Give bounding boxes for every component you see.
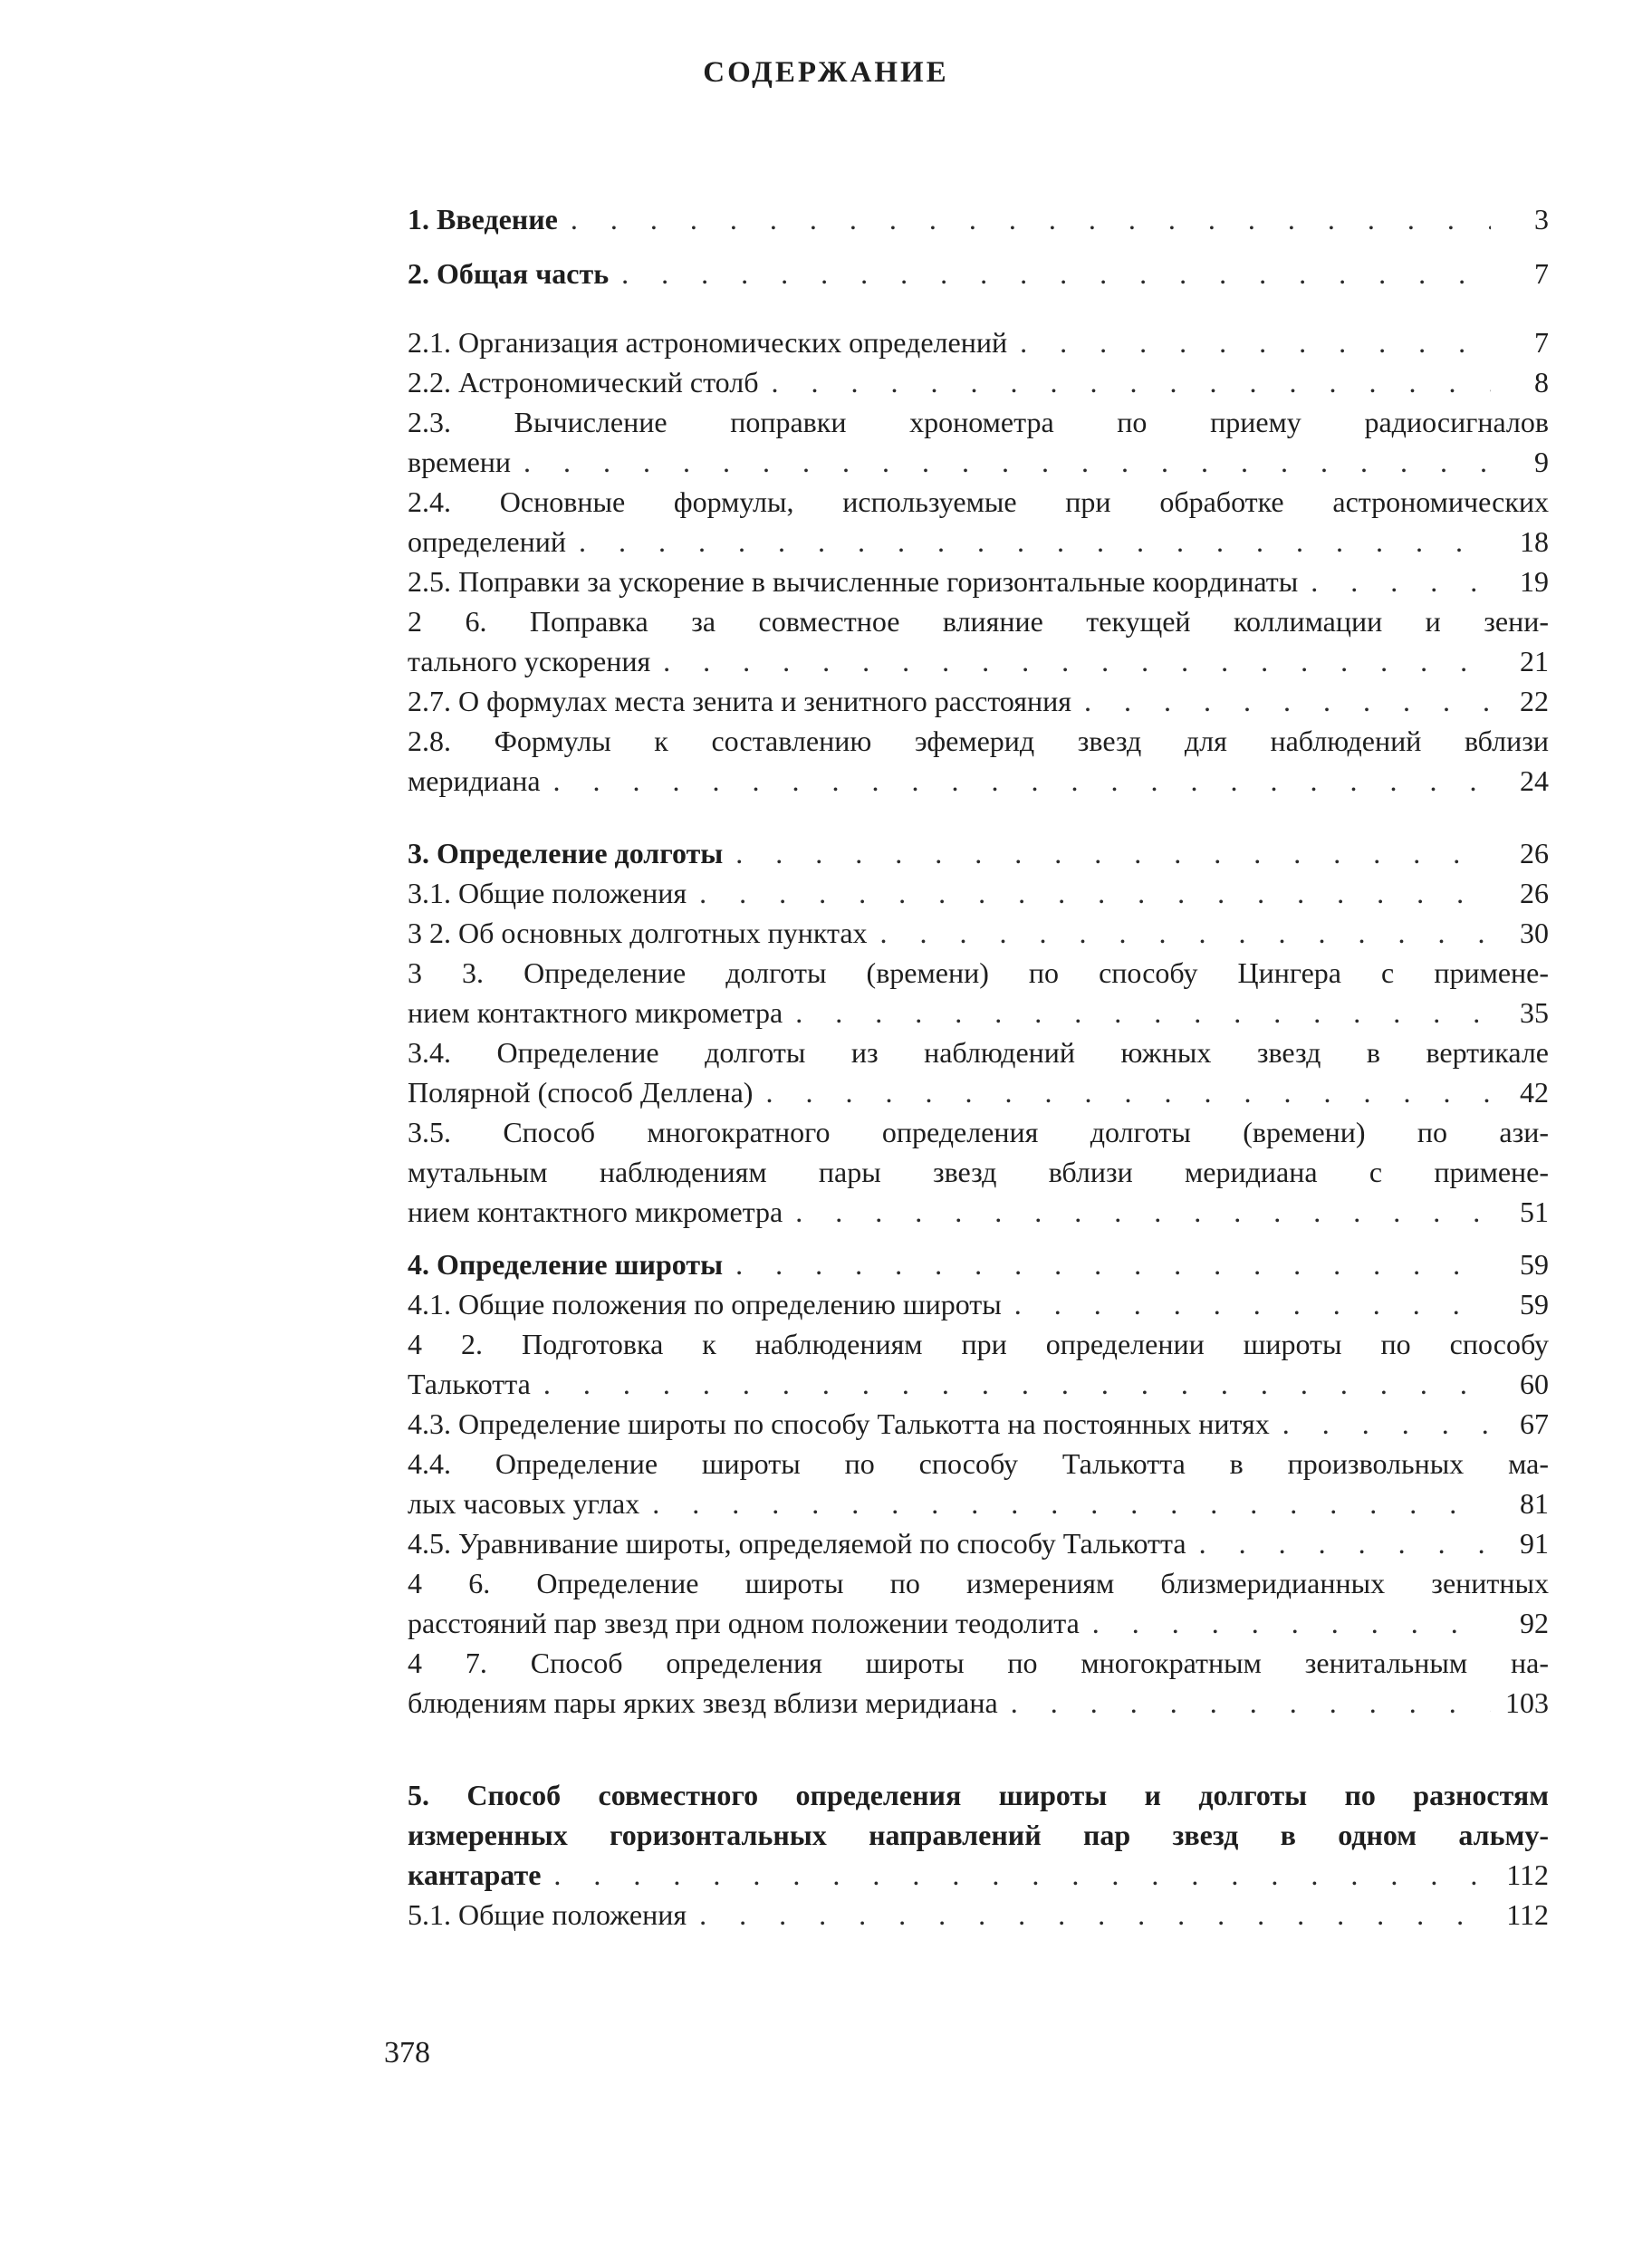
toc-entry-page: 19 [1520, 565, 1549, 598]
toc-entry-title: тального ускорения [408, 645, 651, 677]
toc-entry-title: блюдениям пары ярких звезд вблизи меридиана [408, 1686, 998, 1719]
dot-leader [699, 1895, 1491, 1935]
toc-entry-title: 2.2. Астрономический столб [408, 366, 759, 399]
dot-leader [735, 1244, 1491, 1284]
dot-leader [571, 199, 1491, 239]
page-title: СОДЕРЖАНИЕ [703, 56, 949, 89]
dot-leader [523, 442, 1491, 482]
toc-entry-line: измеренных горизонтальных направлений пар звезд в одном альму- [408, 1819, 1549, 1851]
toc-entry [408, 681, 1549, 721]
toc-entry-title: 2.7. О формулах места зенита и зенитного расстояния [408, 685, 1071, 717]
toc-entry-line: 4.4. Определение широты по способу Талькотта в произвольных ма- [408, 1447, 1549, 1480]
toc-entry [408, 1324, 1549, 1404]
toc-entry-page: 81 [1520, 1487, 1549, 1520]
toc-entry-title: 3. Определение долготы [408, 837, 724, 869]
toc-entry-page: 103 [1505, 1686, 1549, 1719]
toc-entry [408, 1895, 1549, 1935]
dot-leader [543, 1364, 1491, 1404]
toc-entry [408, 562, 1549, 601]
toc-entry-title: 4.3. Определение широты по способу Талькотта на постоянных нитях [408, 1407, 1270, 1440]
toc-entry [408, 833, 1549, 873]
toc-entry-title: 4.5. Уравнивание широты, определяемой по способу Талькотта [408, 1527, 1186, 1560]
toc-entry-page: 18 [1520, 525, 1549, 558]
toc-entry [408, 1643, 1549, 1723]
toc-entry [408, 913, 1549, 953]
toc-entry [408, 1032, 1549, 1112]
toc-entry-title: 3.1. Общие положения [408, 877, 687, 909]
toc-entry [408, 1523, 1549, 1563]
toc-entry-line: 3 3. Определение долготы (времени) по способу Цингера с примене- [408, 956, 1549, 989]
toc-entry-page: 35 [1520, 996, 1549, 1029]
toc-entry-line: 4 2. Подготовка к наблюдениям при определении широты по способу [408, 1328, 1549, 1360]
toc-entry-page: 24 [1520, 764, 1549, 797]
toc-entry-page: 112 [1506, 1858, 1549, 1891]
dot-leader [795, 993, 1491, 1032]
dot-leader [1311, 562, 1491, 601]
toc-entry [408, 953, 1549, 1032]
dot-leader [1020, 322, 1491, 362]
toc-entry-line: 2.3. Вычисление поправки хронометра по приему радиосигналов [408, 406, 1549, 438]
toc-entry-title: нием контактного микрометра [408, 996, 783, 1029]
toc-entry-title: лых часовых углах [408, 1487, 640, 1520]
toc-entry [408, 1775, 1549, 1895]
dot-leader [1199, 1523, 1491, 1563]
toc-entry-title: 2.1. Организация астрономических определений [408, 326, 1008, 359]
dot-leader [771, 362, 1491, 402]
toc-entry-page: 9 [1534, 446, 1549, 478]
toc-entry-line: 5. Способ совместного определения широты и долготы по разностям [408, 1779, 1549, 1811]
toc-entry [408, 1404, 1549, 1444]
toc-entry-page: 112 [1506, 1898, 1549, 1931]
toc-entry-title: определений [408, 525, 566, 558]
toc-entry-page: 59 [1520, 1248, 1549, 1281]
toc-entry-page: 7 [1534, 326, 1549, 359]
toc-entry-page: 42 [1520, 1076, 1549, 1109]
toc-entry-line: 2.4. Основные формулы, используемые при обработке астрономических [408, 485, 1549, 518]
toc-entry-title: меридиана [408, 764, 541, 797]
toc-entry-page: 59 [1520, 1288, 1549, 1320]
toc-entry-title: Полярной (способ Деллена) [408, 1076, 754, 1109]
toc-entry-title: расстояний пар звезд при одном положении теодолита [408, 1607, 1080, 1639]
toc-entry-title: 3 2. Об основных долготных пунктах [408, 917, 868, 949]
toc-entry [408, 1563, 1549, 1643]
dot-leader [1092, 1603, 1491, 1643]
toc-entry-page: 92 [1520, 1607, 1549, 1639]
toc-entry-page: 26 [1520, 877, 1549, 909]
toc-entry [408, 601, 1549, 681]
toc-entry [408, 1244, 1549, 1284]
toc-entry-line: 4 6. Определение широты по измерениям близмеридианных зенитных [408, 1567, 1549, 1599]
toc-entry-line: 2 6. Поправка за совместное влияние текущей коллимации и зени- [408, 605, 1549, 638]
dot-leader [735, 833, 1491, 873]
page-number: 378 [384, 2036, 430, 2069]
dot-leader [1084, 681, 1491, 721]
toc-entry [408, 402, 1549, 482]
toc-entry [408, 482, 1549, 562]
toc-entry-page: 22 [1520, 685, 1549, 717]
toc-entry-line: 3.4. Определение долготы из наблюдений южных звезд в вертикале [408, 1036, 1549, 1069]
toc-entry [408, 199, 1549, 239]
toc-entry-page: 67 [1520, 1407, 1549, 1440]
dot-leader [1014, 1284, 1491, 1324]
toc-entry-page: 60 [1520, 1368, 1549, 1400]
dot-leader [663, 641, 1491, 681]
dot-leader [652, 1484, 1491, 1523]
dot-leader [1282, 1404, 1491, 1444]
toc-entry-title: 2.5. Поправки за ускорение в вычисленные горизонтальные координаты [408, 565, 1299, 598]
toc-entry-line: 3.5. Способ многократного определения долготы (времени) по ази- [408, 1116, 1549, 1148]
toc-entry [408, 1284, 1549, 1324]
toc-entry-title: кантарате [408, 1858, 542, 1891]
toc-entry [408, 1444, 1549, 1523]
toc-entry [408, 873, 1549, 913]
toc-entry-title: времени [408, 446, 512, 478]
toc-entry-title: 4.1. Общие положения по определению широты [408, 1288, 1002, 1320]
toc-entry-line: 2.8. Формулы к составлению эфемерид звезд для наблюдений вблизи [408, 725, 1549, 757]
toc-entry-title: Талькотта [408, 1368, 531, 1400]
toc-entry [408, 1112, 1549, 1232]
dot-leader [553, 1855, 1491, 1895]
toc-entry-page: 30 [1520, 917, 1549, 949]
dot-leader [765, 1072, 1491, 1112]
toc-entry-title: 2. Общая часть [408, 257, 610, 290]
toc-entry [408, 254, 1549, 293]
toc-entry-page: 51 [1520, 1196, 1549, 1228]
toc-entry [408, 721, 1549, 801]
toc-entry-line: 4 7. Способ определения широты по многократным зенитальным на- [408, 1647, 1549, 1679]
dot-leader [553, 761, 1491, 801]
toc-entry-title: нием контактного микрометра [408, 1196, 783, 1228]
toc-entry-title: 4. Определение широты [408, 1248, 724, 1281]
toc-entry [408, 362, 1549, 402]
dot-leader [880, 913, 1491, 953]
toc-entry-page: 26 [1520, 837, 1549, 869]
dot-leader [699, 873, 1491, 913]
toc-entry-page: 8 [1534, 366, 1549, 399]
toc-entry-line: мутальным наблюдениям пары звезд вблизи меридиана с примене- [408, 1156, 1549, 1188]
dot-leader [621, 254, 1491, 293]
dot-leader [579, 522, 1491, 562]
dot-leader [1011, 1683, 1491, 1723]
toc-entry-page: 7 [1534, 257, 1549, 290]
toc-entry-title: 1. Введение [408, 203, 558, 235]
toc-entry [408, 322, 1549, 362]
toc-entry-page: 91 [1520, 1527, 1549, 1560]
toc-entry-page: 21 [1520, 645, 1549, 677]
dot-leader [795, 1192, 1491, 1232]
toc-entry-page: 3 [1534, 203, 1549, 235]
toc-entry-title: 5.1. Общие положения [408, 1898, 687, 1931]
